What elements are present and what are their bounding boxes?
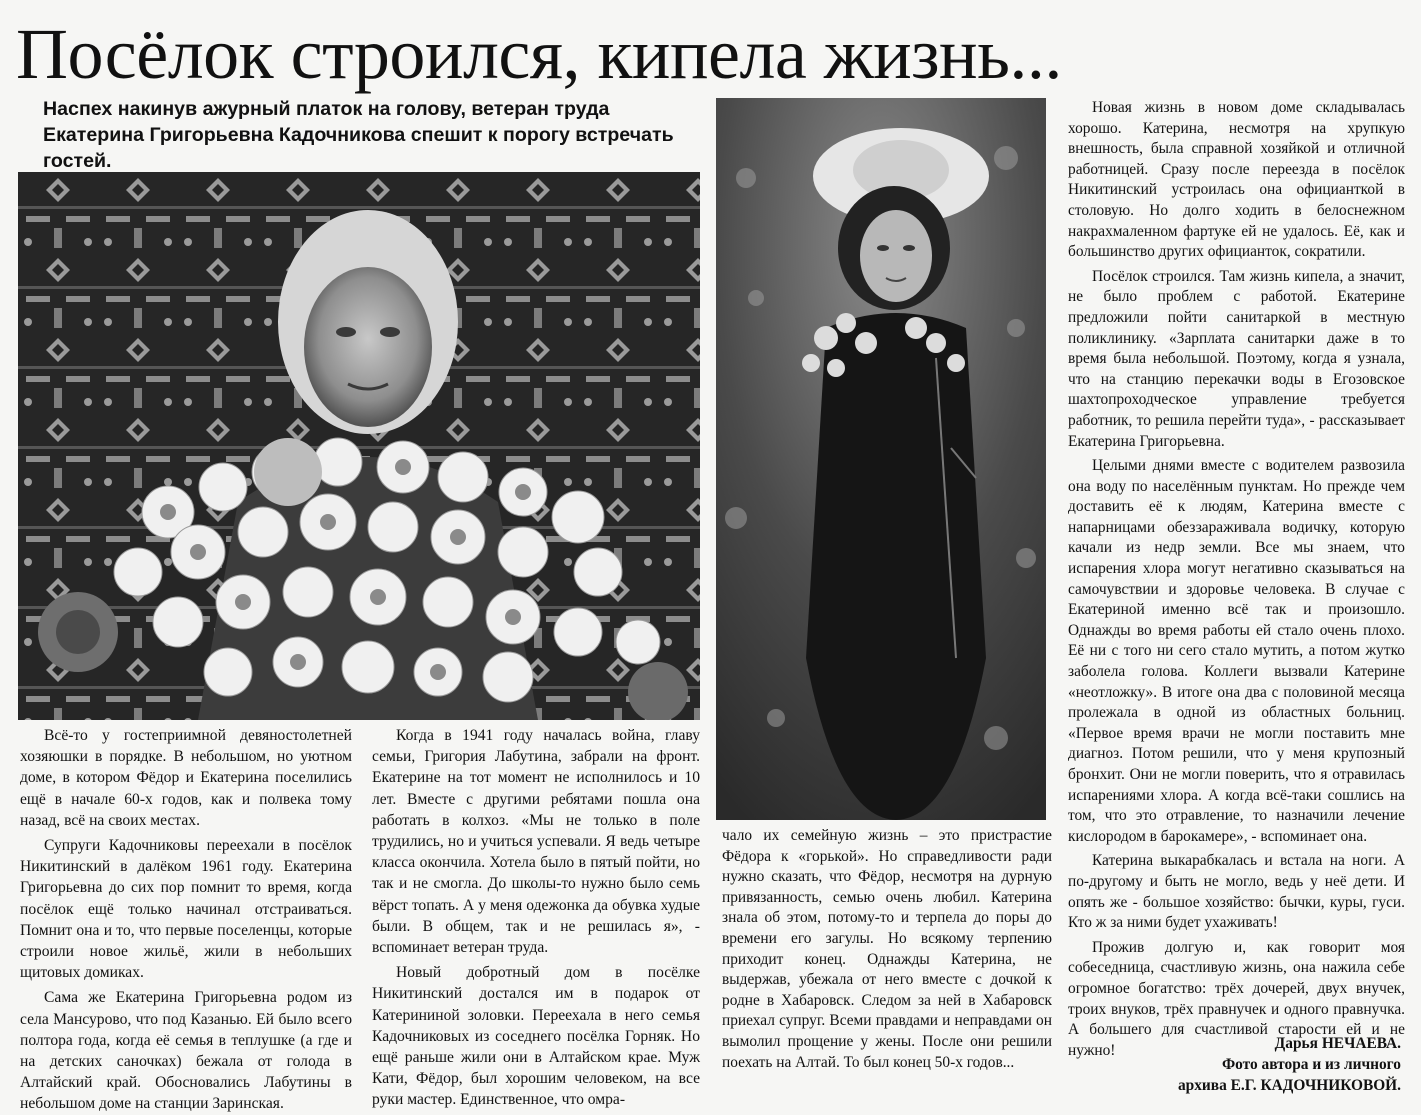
article-credits	[981, 1034, 1401, 1096]
paragraph: Целыми днями вместе с водителем развозила она воду по населённым пунктам. Но прежде чем доставить её к людям, Катерина вместе с напарницами обеззараживала водичку, которую качали из недр земли. Все мы знаем, что испарения хлора могут негативно сказываться на самочувствии и здоровье человека. В случае с Екатериной именно всё так и произошло. Однажды во время работы ей стало очень плохо. Её ни с того ни сего стало мутить, а потом жутко заболела голова. Коллеги вызвали Катерине «неотложку». В итоге она два с половиной месяца пролежала в одной из областных больниц. «Первое время врачи не могли поставить мне диагноз. Потом решили, что у меня крупозный бронхит. Они не могли поверить, что я отравилась испарениями хлора. А когда всё-таки сошлись на том, что это отравление, то назначили лечение кислородом в барокамере», - вспоминает она.	[1068, 457, 1405, 845]
article-headline: Посёлок строился, кипела жизнь...	[16, 14, 1062, 94]
paragraph: Всё-то у гостеприимной девяностолетней хозяюшки в порядке. В небольшом, но уютном доме, в котором Фёдор и Екатерина поселились ещё в начале 60-х годов, как и полвека тому назад, всё на своих местах.	[20, 727, 352, 829]
paragraph: Посёлок строился. Там жизнь кипела, а значит, не было проблем с работой. Екатерине предложили пойти санитаркой в местную поликлинику. «Зарплата санитарки даже в то время была небольшой. Поэтому, когда я узнала, что на станцию перекачки воды в Егозовское шахтопроходческое управление требуется работник, то решила перейти туда», - рассказывает Екатерина Григорьевна.	[1068, 267, 1405, 450]
paragraph: Когда в 1941 году началась война, главу семьи, Григория Лабутина, забрали на фронт. Екатерине на тот момент не исполнилось и 10 лет. Вместе с другими ребятами пошла она работать в колхоз. «Мы не только в поле трудились, но и учиться успевали. Я ведь четыре класса окончила. Хотела было в пятый пойти, но так и не смогла. До школы-то нужно было семь вёрст топать. А у меня одежонка да обувка худые были. В общем, так и не решилась я», - вспоминает ветеран труда.	[372, 727, 700, 957]
paragraph: Супруги Кадочниковы переехали в посёлок Никитинский в далёком 1961 году. Екатерина Григорьевна до сих пор помнит то время, когда посёлок ещё только начинал отстраиваться. Помнит она и то, что первые поселенцы, которые строили новое жильё, жили в небольших щитовых домиках.	[20, 837, 352, 982]
photo-young-woman-archive	[716, 98, 1046, 820]
article-column-2	[372, 725, 700, 1111]
photo-credit-line-2: архива Е.Г. КАДОЧНИКОВОЙ.	[1177, 1076, 1401, 1094]
paragraph: Прожив долгую и, как говорит моя собеседница, счастливую жизнь, она нажила себе огромное богатство: трёх дочерей, двух внучек, троих внуков, трёх правнучек и одного правнучка. А большего для счастливой старости ей и не нужно!	[1068, 938, 1405, 1059]
photo-veteran-with-flowers	[18, 172, 700, 720]
photo-credit-line-1: Фото автора и из личного	[1221, 1055, 1401, 1073]
author-name: Дарья НЕЧАЕВА.	[1274, 1035, 1401, 1052]
photo-young-woman-image	[716, 98, 1046, 820]
article-column-1	[20, 725, 352, 1115]
article-lead: Наспех накинув ажурный платок на голову, ветеран труда Екатерина Григорьевна Кадочникова спешит к порогу встречать гостей.	[43, 98, 674, 172]
paragraph: Катерина выкарабкалась и встала на ноги. А по-другому и быть не могло, ведь у неё дети. И опять же - большое хозяйство: бычки, куры, гуси. Кто ж за ними будет ухаживать!	[1068, 852, 1405, 932]
photo-veteran-image	[18, 172, 700, 720]
paragraph: чало их семейную жизнь – это пристрастие Фёдора к «горькой». Но справедливости ради нужно сказать, что Фёдор, несмотря на дурную привязанность, семью очень любил. Катерина знала об этом, потому-то и терпела до поры до времени его загулы. Но всякому терпению приходит конец. Однажды Катерина, не выдержав, убежала от него вместе с дочкой к родне в Хабаровск. Следом за ней в Хабаровск приехал супруг. Всеми правдами и неправдами он вымолил прощение у жены. После они решили поехать на Алтай. То был конец 50-х годов...	[722, 827, 1052, 1071]
paragraph: Новая жизнь в новом доме складывалась хорошо. Катерина, несмотря на хрупкую внешность, была справной хозяйкой и отличной работницей. Сразу после переезда в посёлок Никитинский устроилась она официанткой в столовую. Но долго ходить в белоснежном накрахмаленном фартуке ей не удалось. Её, как и большинство других официанток, сократили.	[1068, 99, 1405, 261]
paragraph: Сама же Екатерина Григорьевна родом из села Мансурово, что под Казанью. Ей было всего полтора года, когда её семья в теплушке (а где и на детских саночках) бежала от голода в Алтайский край. Обосновались Лабутины в небольшом доме на станции Заринская.	[20, 989, 352, 1113]
paragraph: Новый добротный дом в посёлке Никитинский достался им в подарок от Катерининой золовки. Переехала в него семья Кадочниковых из соседнего посёлка Горняк. Но ещё раньше жили они в Алтайском крае. Муж Кати, Фёдор, был хорошим человеком, на все руки мастер. Единственное, что омра-	[372, 964, 700, 1109]
article-column-4	[1068, 98, 1405, 1061]
